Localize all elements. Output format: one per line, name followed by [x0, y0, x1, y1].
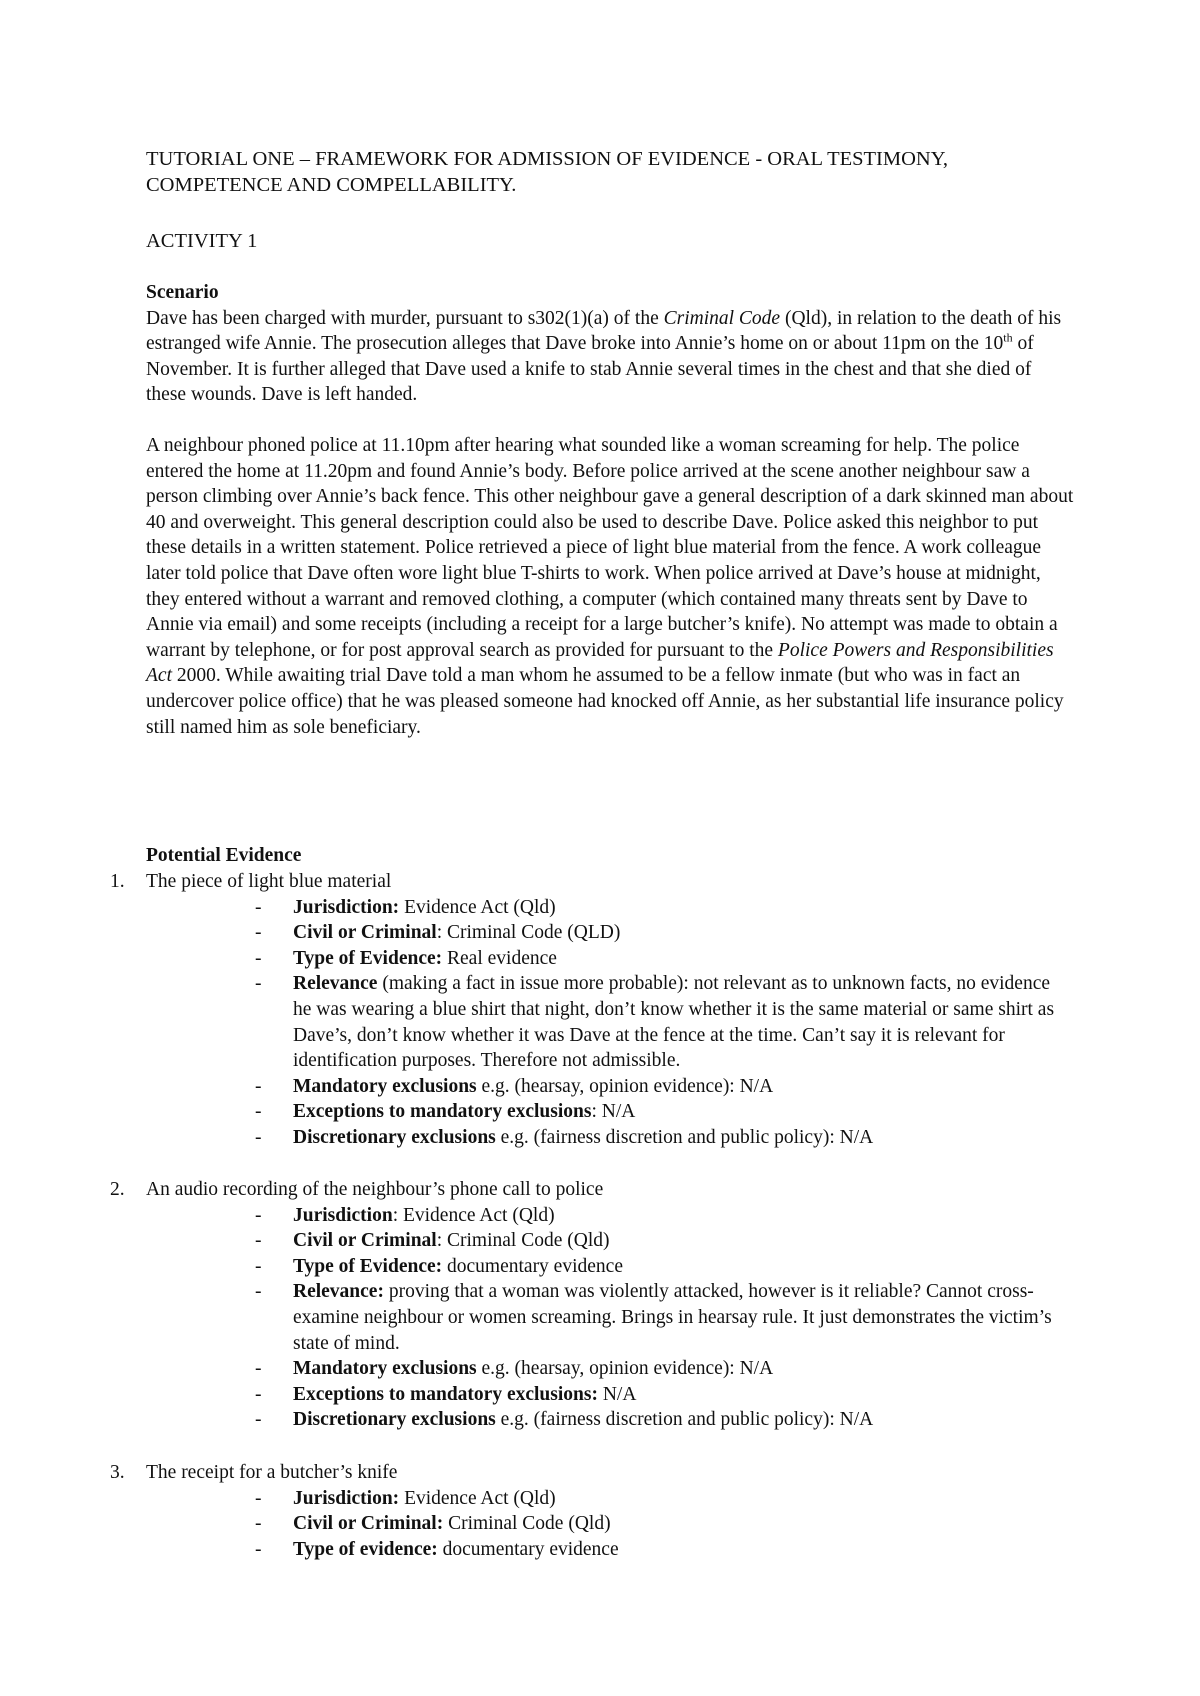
criterion-label: Discretionary exclusions [293, 1126, 496, 1148]
criterion-label: Civil or Criminal [293, 1230, 437, 1252]
evidence-item-title: The piece of light blue material [146, 871, 392, 892]
list-item [110, 1228, 1063, 1254]
bullet-dash: - [255, 922, 262, 944]
bullet-dash: - [255, 1409, 262, 1431]
list-item [110, 1407, 1063, 1433]
criterion-label: Jurisdiction [293, 1204, 393, 1226]
scenario-paragraph-2 [146, 433, 1076, 740]
criterion-text: N/A [597, 1383, 637, 1405]
criterion-label: Type of Evidence: [293, 1255, 443, 1277]
ordinal-suffix: th [1003, 330, 1013, 345]
criterion-text: Evidence Act (Qld) [399, 1487, 556, 1509]
activity-heading: ACTIVITY 1 [146, 230, 258, 252]
scenario-text: 2000. While awaiting trial Dave told a man whom he assumed to be a fellow inmate (but who was in fact an undercover police office) that he was pleased someone had knocked off Annie, as her substantial life insurance policy still named him as sole beneficiary. [146, 665, 1064, 738]
criterion-label: Jurisdiction: [293, 1487, 400, 1509]
criterion-label: Jurisdiction: [293, 896, 400, 918]
list-item [110, 1279, 1063, 1356]
bullet-dash: - [255, 1513, 262, 1535]
page-title: TUTORIAL ONE – FRAMEWORK FOR ADMISSION OF EVIDENCE - ORAL TESTIMONY, COMPETENCE AND COMPELLABILITY. [146, 148, 948, 196]
criterion-text: e.g. (hearsay, opinion evidence): N/A [476, 1075, 774, 1097]
criterion-label: Exceptions to mandatory exclusions: [293, 1383, 598, 1405]
criterion-label: Relevance [293, 973, 378, 995]
list-item [110, 1486, 1063, 1512]
bullet-dash: - [255, 896, 262, 918]
criterion-text: Real evidence [442, 947, 557, 969]
bullet-dash: - [255, 1358, 262, 1380]
scenario-text: A neighbour phoned police at 11.10pm after hearing what sounded like a woman screaming for help. The police entered the home at 11.20pm and found Annie’s body. Before police arrived at the scene another neighbour saw a person climbing over Annie’s back fence. This other neighbour gave a general description of a dark skinned man about 40 and overweight. This general description could also be used to describe Dave. Police asked this neighbor to put these details in a written statement. Police retrieved a piece of light blue material from the fence. A work colleague later told police that Dave often wore light blue T-shirts to work. When police arrived at Dave’s house at midnight, they entered without a warrant and removed clothing, a computer (which contained many threats sent by Dave to Annie via email) and some receipts (including a receipt for a large butcher’s knife). No attempt was made to obtain a warrant by telephone, or for post approval search as provided for pursuant to the [146, 435, 1074, 661]
evidence-criteria-list [110, 1486, 1080, 1563]
criterion-text: : Criminal Code (Qld) [436, 1230, 610, 1252]
criterion-text: proving that a woman was violently attacked, however is it reliable? Cannot cross-examine neighbour or women screaming. Brings in hearsay rule. It just demonstrates the victim’s state of mind. [293, 1281, 1052, 1354]
criterion-label: Mandatory exclusions [293, 1075, 477, 1097]
criterion-text: documentary evidence [442, 1255, 623, 1277]
list-item [110, 1537, 1063, 1563]
bullet-dash: - [255, 1101, 262, 1123]
criterion-label: Relevance: [293, 1281, 384, 1303]
bullet-dash: - [255, 1204, 262, 1226]
bullet-dash: - [255, 947, 262, 969]
list-item [110, 1074, 1063, 1100]
list-item [110, 1356, 1063, 1382]
evidence-item [110, 869, 1080, 1151]
list-item [110, 1254, 1063, 1280]
evidence-item-header [110, 1177, 1080, 1203]
criterion-text: : Evidence Act (Qld) [392, 1204, 555, 1226]
scenario-heading: Scenario [146, 282, 219, 303]
list-item [110, 1099, 1063, 1125]
list-item [110, 895, 1063, 921]
evidence-item [110, 1460, 1080, 1562]
list-item [110, 971, 1063, 1073]
scenario-section [146, 280, 1076, 408]
criterion-label: Civil or Criminal: [293, 1513, 444, 1535]
criterion-label: Mandatory exclusions [293, 1358, 477, 1380]
list-item [110, 1125, 1063, 1151]
bullet-dash: - [255, 1126, 262, 1148]
bullet-dash: - [255, 1487, 262, 1509]
list-item [110, 1382, 1063, 1408]
bullet-dash: - [255, 1281, 262, 1303]
list-item [110, 1511, 1063, 1537]
scenario-text: of November. It is further alleged that Dave used a knife to stab Annie several times in the chest and that she died of these wounds. Dave is left handed. [146, 333, 1034, 406]
potential-evidence-heading: Potential Evidence [146, 845, 302, 866]
scenario-text: Dave has been charged with murder, pursuant to s302(1)(a) of the [146, 307, 664, 329]
bullet-dash: - [255, 1538, 262, 1560]
scenario-text: (Qld), in relation to the death of his estranged wife Annie. The prosecution alleges that Dave broke into Annie’s home on or about 11pm on the 10 [146, 307, 1062, 355]
criterion-label: Discretionary exclusions [293, 1409, 496, 1431]
scenario-citation: Criminal Code [663, 307, 781, 329]
evidence-item-header [110, 869, 1080, 895]
bullet-dash: - [255, 1255, 262, 1277]
evidence-item-number: 3. [110, 1462, 125, 1483]
evidence-item-header [110, 1460, 1080, 1486]
criterion-label: Type of evidence: [293, 1538, 438, 1560]
bullet-dash: - [255, 1383, 262, 1405]
criterion-text: (making a fact in issue more probable): not relevant as to unknown facts, no evidence he was wearing a blue shirt that night, don’t know whether it is the same material or same shirt as Dave’s, don’t know whether it was Dave at the fence at the time. Can’t say it is relevant for identification purposes. Therefore not admissible. [293, 973, 1055, 1072]
criterion-text: Evidence Act (Qld) [399, 896, 556, 918]
criterion-label: Type of Evidence: [293, 947, 443, 969]
bullet-dash: - [255, 1075, 262, 1097]
criterion-text: e.g. (fairness discretion and public policy): N/A [495, 1409, 874, 1431]
bullet-dash: - [255, 973, 262, 995]
criterion-text: Criminal Code (Qld) [443, 1513, 611, 1535]
evidence-item [110, 1177, 1080, 1433]
scenario-paragraph-1 [146, 306, 1076, 408]
evidence-item-number: 2. [110, 1179, 125, 1200]
evidence-item-title: The receipt for a butcher’s knife [146, 1462, 398, 1483]
criterion-label: Exceptions to mandatory exclusions [293, 1101, 592, 1123]
evidence-item-number: 1. [110, 871, 125, 892]
criterion-text: : Criminal Code (QLD) [436, 922, 621, 944]
criterion-text: e.g. (fairness discretion and public policy): N/A [495, 1126, 874, 1148]
criterion-text: : N/A [591, 1101, 636, 1123]
criterion-label: Civil or Criminal [293, 922, 437, 944]
evidence-criteria-list [110, 1203, 1080, 1433]
scenario-citation: Police Powers and Responsibilities Act [146, 639, 1054, 687]
list-item [110, 1203, 1063, 1229]
bullet-dash: - [255, 1230, 262, 1252]
evidence-criteria-list [110, 895, 1080, 1151]
criterion-text: e.g. (hearsay, opinion evidence): N/A [476, 1358, 774, 1380]
criterion-text: documentary evidence [437, 1538, 619, 1560]
list-item [110, 946, 1063, 972]
list-item [110, 920, 1063, 946]
evidence-item-title: An audio recording of the neighbour’s phone call to police [146, 1179, 604, 1200]
